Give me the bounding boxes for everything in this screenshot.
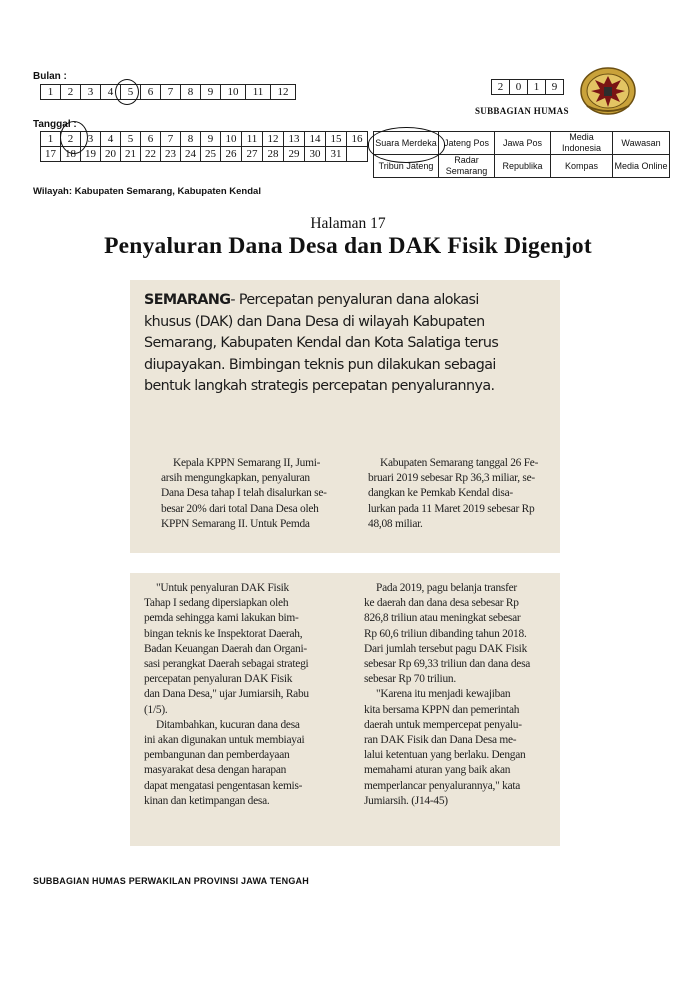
tanggal-cell: 22 [141, 147, 161, 162]
year-cell: 0 [510, 80, 528, 95]
article-line: Dana Desa tahap I telah disalurkan se- [161, 487, 327, 500]
tanggal-cell: 8 [181, 132, 201, 147]
clip2-column-2 [364, 581, 558, 809]
media-cell: Wawasan [613, 132, 670, 155]
article-line: 826,8 triliun atau meningkat sebesar [364, 612, 521, 625]
tanggal-cell: 11 [242, 132, 263, 147]
media-cell: Radar Semarang [439, 155, 495, 178]
article-line: percepatan penyaluran DAK Fisik [144, 673, 293, 686]
tanggal-cell: 3 [81, 132, 101, 147]
tanggal-table [40, 131, 368, 162]
tanggal-cell: 12 [263, 132, 284, 147]
article-line: lalui ketentuan yang berlaku. Dengan [364, 749, 526, 762]
clip1-column-2 [368, 456, 558, 532]
clip1-column-1 [161, 456, 356, 532]
article-line: lurkan pada 11 Maret 2019 sebesar Rp [368, 502, 535, 515]
tanggal-cell: 13 [284, 132, 305, 147]
article-line: sebesar Rp 69,33 triliun dan dana desa [364, 658, 531, 671]
selected-bulan-circle [115, 79, 139, 105]
article-line: sasi perangkat Daerah sebagai strategi [144, 658, 309, 671]
selected-media-circle [368, 127, 445, 163]
bulan-cell: 5 [121, 85, 141, 100]
bulan-cell: 6 [141, 85, 161, 100]
bulan-cell: 9 [201, 85, 221, 100]
tanggal-cell: 29 [284, 147, 305, 162]
article-line: "Untuk penyaluran DAK Fisik [156, 582, 289, 594]
article-line: kita bersama KPPN dan pemerintah [364, 703, 520, 716]
year-cell: 2 [492, 80, 510, 95]
year-table [491, 79, 564, 95]
bulan-cell: 3 [81, 85, 101, 100]
bulan-cell: 10 [221, 85, 246, 100]
tanggal-cell: 28 [263, 147, 284, 162]
tanggal-cell: 5 [121, 132, 141, 147]
article-line: memahami aturan yang baik akan [364, 764, 511, 777]
clip2-column-1 [144, 581, 344, 809]
bulan-cell: 12 [271, 85, 296, 100]
garuda-logo-icon [579, 66, 637, 116]
bulan-cell: 8 [181, 85, 201, 100]
tanggal-label: Tanggal : [33, 119, 77, 130]
article-line: 48,08 miliar. [368, 517, 423, 530]
tanggal-cell: 23 [161, 147, 181, 162]
tanggal-cell: 7 [161, 132, 181, 147]
article-line: memperlancar penyalurannya," kata [364, 779, 521, 792]
bulan-table [40, 84, 296, 100]
article-line: arsih mengungkapkan, penyaluran [161, 472, 310, 485]
tanggal-cell: 30 [305, 147, 326, 162]
clipping-1 [130, 280, 560, 553]
selected-tanggal-circle [60, 121, 88, 154]
tanggal-cell: 31 [326, 147, 347, 162]
article-line: Kabupaten Semarang tanggal 26 Fe- [380, 457, 539, 469]
article-title: Penyaluran Dana Desa dan DAK Fisik Digenjot [104, 233, 592, 259]
tanggal-cell: 15 [326, 132, 347, 147]
article-line: Pada 2019, pagu belanja transfer [376, 582, 517, 594]
tanggal-cell: 19 [81, 147, 101, 162]
article-line: ini akan digunakan untuk membiayai [144, 734, 305, 747]
article-line: ran DAK Fisik dan Dana Desa me- [364, 734, 517, 747]
bulan-cell: 11 [246, 85, 271, 100]
tanggal-cell [347, 147, 368, 162]
lead-dateline: SEMARANG [144, 292, 231, 308]
media-cell: Suara Merdeka [374, 132, 439, 155]
article-line: dan Dana Desa," ujar Jumiarsih, Rabu [144, 688, 309, 701]
tanggal-cell: 14 [305, 132, 326, 147]
article-line: daerah untuk mempercepat penyalu- [364, 718, 522, 731]
lead-paragraph [144, 290, 554, 398]
year-cell: 1 [528, 80, 546, 95]
media-cell: Jateng Pos [439, 132, 495, 155]
article-line: sebesar Rp 70 triliun. [364, 673, 456, 686]
year-cell: 9 [546, 80, 564, 95]
tanggal-cell: 27 [242, 147, 263, 162]
bulan-cell: 2 [61, 85, 81, 100]
media-cell: Media Online [613, 155, 670, 178]
article-line: Kepala KPPN Semarang II, Jumi- [173, 457, 321, 469]
lead-line: - Percepatan penyaluran dana alokasi [230, 292, 479, 308]
bulan-cell: 4 [101, 85, 121, 100]
article-line: "Karena itu menjadi kewajiban [376, 688, 511, 701]
article-line: bruari 2019 sebesar Rp 36,3 miliar, se- [368, 472, 535, 485]
clipping-2 [130, 573, 560, 846]
article-line: (1/5). [144, 703, 168, 716]
tanggal-cell: 16 [347, 132, 368, 147]
article-line: bingan teknis ke Inspektorat Daerah, [144, 627, 303, 640]
article-line: ke daerah dan dana desa sebesar Rp [364, 597, 519, 610]
article-line: kinan dan ketimpangan desa. [144, 794, 270, 807]
article-line: masyarakat desa dengan harapan [144, 764, 287, 777]
article-line: dapat mengatasi pengentasan kemis- [144, 779, 303, 792]
article-line: Ditambahkan, kucuran dana desa [156, 718, 300, 731]
tanggal-cell: 9 [201, 132, 221, 147]
tanggal-cell: 25 [201, 147, 221, 162]
media-cell: Kompas [551, 155, 613, 178]
tanggal-cell: 10 [221, 132, 242, 147]
lead-line: diupayakan. Bimbingan teknis pun dilakukan sebagai [144, 356, 496, 373]
lead-line: bentuk langkah strategis percepatan penyalurannya. [144, 378, 495, 394]
media-cell: Republika [495, 155, 551, 178]
tanggal-cell: 21 [121, 147, 141, 162]
article-line: pembangunan dan pemberdayaan [144, 749, 290, 762]
page-number: Halaman 17 [310, 215, 386, 232]
tanggal-cell: 20 [101, 147, 121, 162]
article-line: Tahap I sedang dipersiapkan oleh [144, 597, 289, 610]
article-line: KPPN Semarang II. Untuk Pemda [161, 517, 310, 530]
article-line: pemda sehingga kami lakukan bim- [144, 612, 299, 625]
footer-text: SUBBAGIAN HUMAS PERWAKILAN PROVINSI JAWA TENGAH [33, 876, 309, 886]
office-name: SUBBAGIAN HUMAS [475, 106, 569, 116]
tanggal-cell: 1 [41, 132, 61, 147]
tanggal-cell: 17 [41, 147, 61, 162]
bulan-label: Bulan : [33, 71, 67, 82]
article-line: Rp 60,6 triliun dibanding tahun 2018. [364, 627, 527, 640]
article-line: dangkan ke Pemkab Kendal disa- [368, 487, 513, 500]
bulan-cell: 7 [161, 85, 181, 100]
article-line: Jumiarsih. (J14-45) [364, 794, 448, 807]
media-cell: Media Indonesia [551, 132, 613, 155]
tanggal-cell: 18 [61, 147, 81, 162]
media-cell: Jawa Pos [495, 132, 551, 155]
media-cell: Tribun Jateng [374, 155, 439, 178]
tanggal-cell: 4 [101, 132, 121, 147]
article-line: besar 20% dari total Dana Desa oleh [161, 502, 319, 515]
lead-line: khusus (DAK) dan Dana Desa di wilayah Kabupaten [144, 313, 485, 330]
article-line: Badan Keuangan Daerah dan Organi- [144, 642, 307, 655]
tanggal-cell: 24 [181, 147, 201, 162]
tanggal-cell: 6 [141, 132, 161, 147]
tanggal-cell: 2 [61, 132, 81, 147]
lead-line: Semarang, Kabupaten Kendal dan Kota Salatiga terus [144, 335, 499, 351]
wilayah-text: Wilayah: Kabupaten Semarang, Kabupaten Kendal [33, 186, 261, 197]
tanggal-cell: 26 [221, 147, 242, 162]
article-line: Dari jumlah tersebut pagu DAK Fisik [364, 642, 528, 655]
bulan-cell: 1 [41, 85, 61, 100]
